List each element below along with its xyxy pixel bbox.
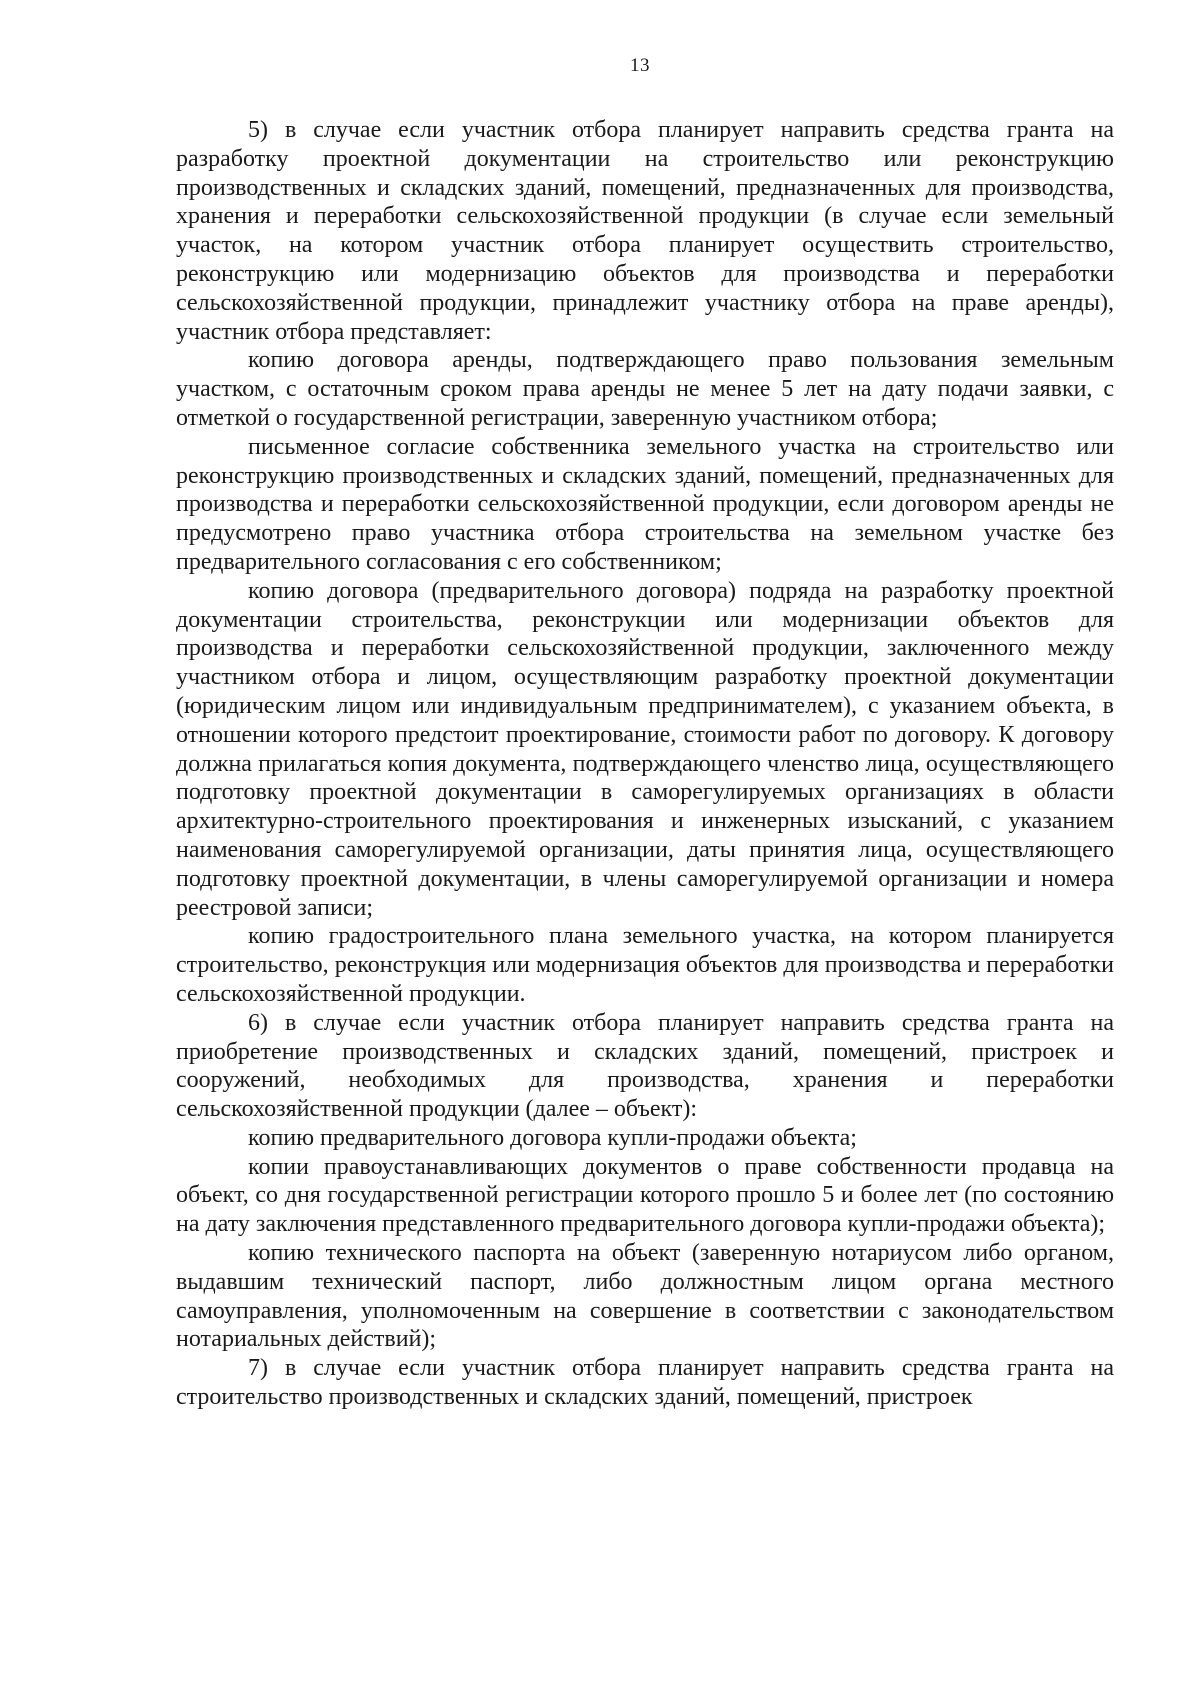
paragraph-technical-passport: копию технического паспорта на объект (заверенную нотариусом либо органом, выдавшим технический паспорт, либо должностным лицом органа местного самоуправления, уполномоченным на совершение в соответствии с законодательством нотариальных действий); xyxy=(176,1240,1114,1353)
paragraph-owner-consent: письменное согласие собственника земельного участка на строительство или реконструкцию производственных и складских зданий, помещений, предназначенных для производства и переработки сельскохозяйственной продукции, если договором аренды не предусмотрено право участника отбора строительства на земельном участке без предварительного согласования с его собственником; xyxy=(176,433,1114,575)
paragraph-contract-copy: копию договора (предварительного договора) подряда на разработку проектной документации строительства, реконструкции или модернизации объектов для производства и переработки сельскохозяйственной продукции, заключенного между участником отбора и лицом, осуществляющим разработку проектной документации (юридическим лицом или индивидуальным предпринимателем), с указанием объекта, в отношении которого предстоит проектирование, стоимости работ по договору. К договору должна прилагаться копия документа, подтверждающего членство лица, осуществляющего подготовку проектной документации в саморегулируемых организациях в области архитектурно-строительного проектирования и инженерных изысканий, с указанием наименования саморегулируемой организации, даты принятия лица, осуществляющего подготовку проектной документации, в члены саморегулируемой организации и номера реестровой записи; xyxy=(176,577,1114,921)
paragraph-ownership-documents: копии правоустанавливающих документов о праве собственности продавца на объект, со дня государственной регистрации которого прошло 5 и более лет (по состоянию на дату заключения представленного предварительного договора купли-продажи объекта); xyxy=(176,1153,1114,1238)
paragraph-item-7: 7) в случае если участник отбора планирует направить средства гранта на строительство производственных и складских зданий, помещений, пристроек xyxy=(176,1355,1114,1411)
paragraph-item-6: 6) в случае если участник отбора планирует направить средства гранта на приобретение производственных и складских зданий, помещений, пристроек и сооружений, необходимых для производства, хранения и переработки сельскохозяйственной продукции (далее – объект): xyxy=(176,1009,1114,1123)
paragraph-lease-copy: копию договора аренды, подтверждающего право пользования земельным участком, с остаточным сроком права аренды не менее 5 лет на дату подачи заявки, с отметкой о государственной регистрации, заверенную участником отбора; xyxy=(176,347,1114,431)
paragraph-item-5: 5) в случае если участник отбора планирует направить средства гранта на разработку проектной документации на строительство или реконструкцию производственных и складских зданий, помещений, предназначенных для производства, хранения и переработки сельскохозяйственной продукции (в случае если земельный участок, на котором участник отбора планирует осуществить строительство, реконструкцию или модернизацию объектов для производства и переработки сельскохозяйственной продукции, принадлежит участнику отбора на праве аренды), участник отбора представляет: xyxy=(176,117,1114,345)
paragraph-preliminary-contract: копию предварительного договора купли-продажи объекта; xyxy=(248,1124,857,1151)
document-body xyxy=(176,116,1114,1412)
paragraph-urban-plan-copy: копию градостроительного плана земельного участка, на котором планируется строительство, реконструкция или модернизация объектов для производства и переработки сельскохозяйственной продукции. xyxy=(176,923,1114,1007)
page-number: 13 xyxy=(630,55,650,76)
